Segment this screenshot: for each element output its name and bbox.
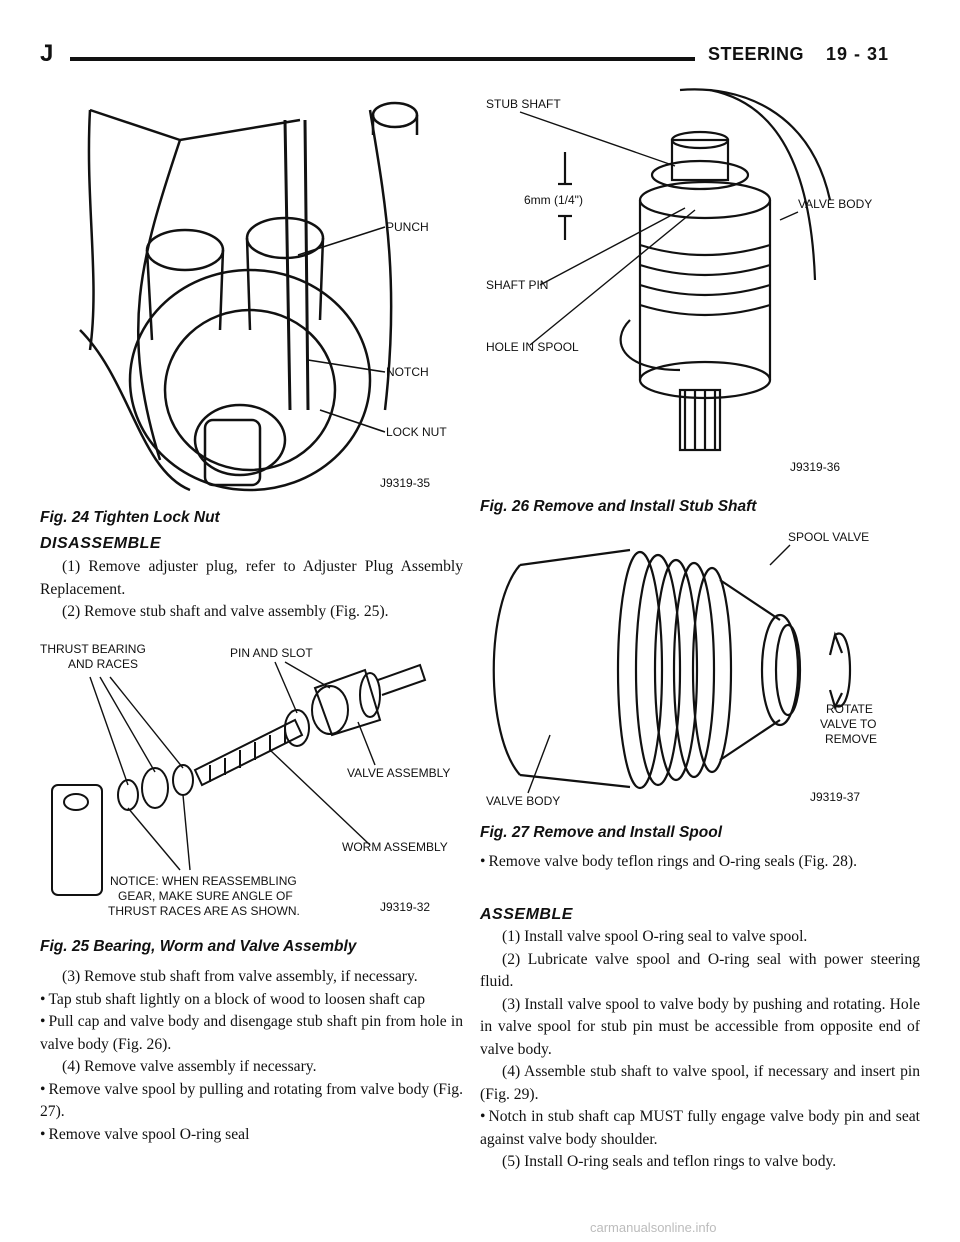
fig26-illustration	[480, 80, 900, 490]
assemble-step-4: (4) Assemble stub shaft to valve spool, if necessary and insert pin (Fig. 29).	[480, 1063, 920, 1103]
page-number: 19 - 31	[826, 44, 890, 64]
disassemble-step-1: (1) Remove adjuster plug, refer to Adjuster Plug Assembly Replacement.	[40, 558, 463, 598]
fig26-label-valve-body: VALVE BODY	[798, 197, 873, 211]
fig25-label-worm-assembly: WORM ASSEMBLY	[342, 840, 448, 854]
assemble-bullet-1: • Notch in stub shaft cap MUST fully engage valve body pin and seat against valve body shoulder.	[480, 1106, 920, 1151]
fig25-notice-line-1: NOTICE: WHEN REASSEMBLING	[110, 874, 297, 888]
fig25-label-and-races: AND RACES	[68, 657, 139, 671]
section-letter: J	[40, 40, 54, 67]
fig25-notice-line-2: GEAR, MAKE SURE ANGLE OF	[118, 889, 293, 903]
fig25-label-pin-slot: PIN AND SLOT	[230, 646, 313, 660]
fig26-label-measure: 6mm (1/4")	[524, 193, 583, 207]
page-section-title: STEERING	[708, 44, 805, 64]
fig27-caption: Fig. 27 Remove and Install Spool	[480, 824, 723, 841]
assemble-step-1: (1) Install valve spool O-ring seal to valve spool.	[502, 928, 808, 945]
fig27-figure-code: J9319-37	[810, 790, 861, 804]
fig25-caption: Fig. 25 Bearing, Worm and Valve Assembly	[40, 938, 357, 955]
disassemble-step-4: (4) Remove valve assembly if necessary.	[62, 1058, 317, 1075]
fig25-notice-line-3: THRUST RACES ARE AS SHOWN.	[108, 904, 300, 918]
fig24-figure-code: J9319-35	[380, 476, 431, 490]
fig25-label-thrust-bearing: THRUST BEARING	[40, 642, 146, 656]
assemble-step-3: (3) Install valve spool to valve body by pushing and rotating. Hole in valve spool for stub pin must be accessible from opposite end of valve body.	[480, 995, 920, 1058]
assemble-heading: ASSEMBLE	[480, 906, 573, 923]
disassemble-bullet-1: • Tap stub shaft lightly on a block of wood to loosen shaft cap	[40, 989, 463, 1012]
header-rule	[70, 57, 695, 61]
fig26-label-stub-shaft: STUB SHAFT	[486, 97, 561, 111]
assemble-steps	[480, 926, 920, 1174]
watermark: carmanualsonline.info	[590, 1220, 717, 1235]
fig27-illustration	[480, 525, 900, 815]
fig24-label-notch: NOTCH	[386, 365, 429, 379]
right-bullet-1: • Remove valve body teflon rings and O-ring seals (Fig. 28).	[480, 851, 920, 874]
disassemble-steps-2	[40, 966, 463, 1146]
disassemble-bullet-3: • Remove valve spool by pulling and rotating from valve body (Fig. 27).	[40, 1079, 463, 1124]
fig26-label-shaft-pin: SHAFT PIN	[486, 278, 549, 292]
fig24-label-punch: PUNCH	[386, 220, 429, 234]
fig26-caption: Fig. 26 Remove and Install Stub Shaft	[480, 498, 757, 515]
fig25-label-valve-assembly: VALVE ASSEMBLY	[347, 766, 451, 780]
fig24-label-lock-nut: LOCK NUT	[386, 425, 447, 439]
fig24-caption: Fig. 24 Tighten Lock Nut	[40, 509, 220, 526]
fig26-figure-code: J9319-36	[790, 460, 841, 474]
assemble-step-5: (5) Install O-ring seals and teflon rings to valve body.	[502, 1153, 837, 1170]
fig27-label-valve-body: VALVE BODY	[486, 794, 561, 808]
right-bullet-block	[480, 851, 920, 874]
fig27-label-remove: REMOVE	[825, 732, 878, 746]
fig25-illustration	[40, 640, 460, 930]
disassemble-bullet-2: • Pull cap and valve body and disengage stub shaft pin from hole in valve body (Fig. 26).	[40, 1011, 463, 1056]
disassemble-steps-1	[40, 556, 463, 624]
disassemble-step-2: (2) Remove stub shaft and valve assembly (Fig. 25).	[62, 603, 389, 620]
disassemble-bullet-4: • Remove valve spool O-ring seal	[40, 1124, 463, 1147]
disassemble-step-3: (3) Remove stub shaft from valve assembly, if necessary.	[62, 968, 418, 985]
fig24-illustration	[40, 80, 460, 505]
fig27-label-rotate: ROTATE	[826, 702, 873, 716]
assemble-step-2: (2) Lubricate valve spool and O-ring seal with power steering fluid.	[480, 950, 920, 990]
fig27-label-valve-to: VALVE TO	[820, 717, 877, 731]
fig25-figure-code: J9319-32	[380, 900, 431, 914]
fig27-label-spool-valve: SPOOL VALVE	[788, 530, 870, 544]
fig26-label-hole-in-spool: HOLE IN SPOOL	[486, 340, 579, 354]
disassemble-heading: DISASSEMBLE	[40, 535, 162, 552]
